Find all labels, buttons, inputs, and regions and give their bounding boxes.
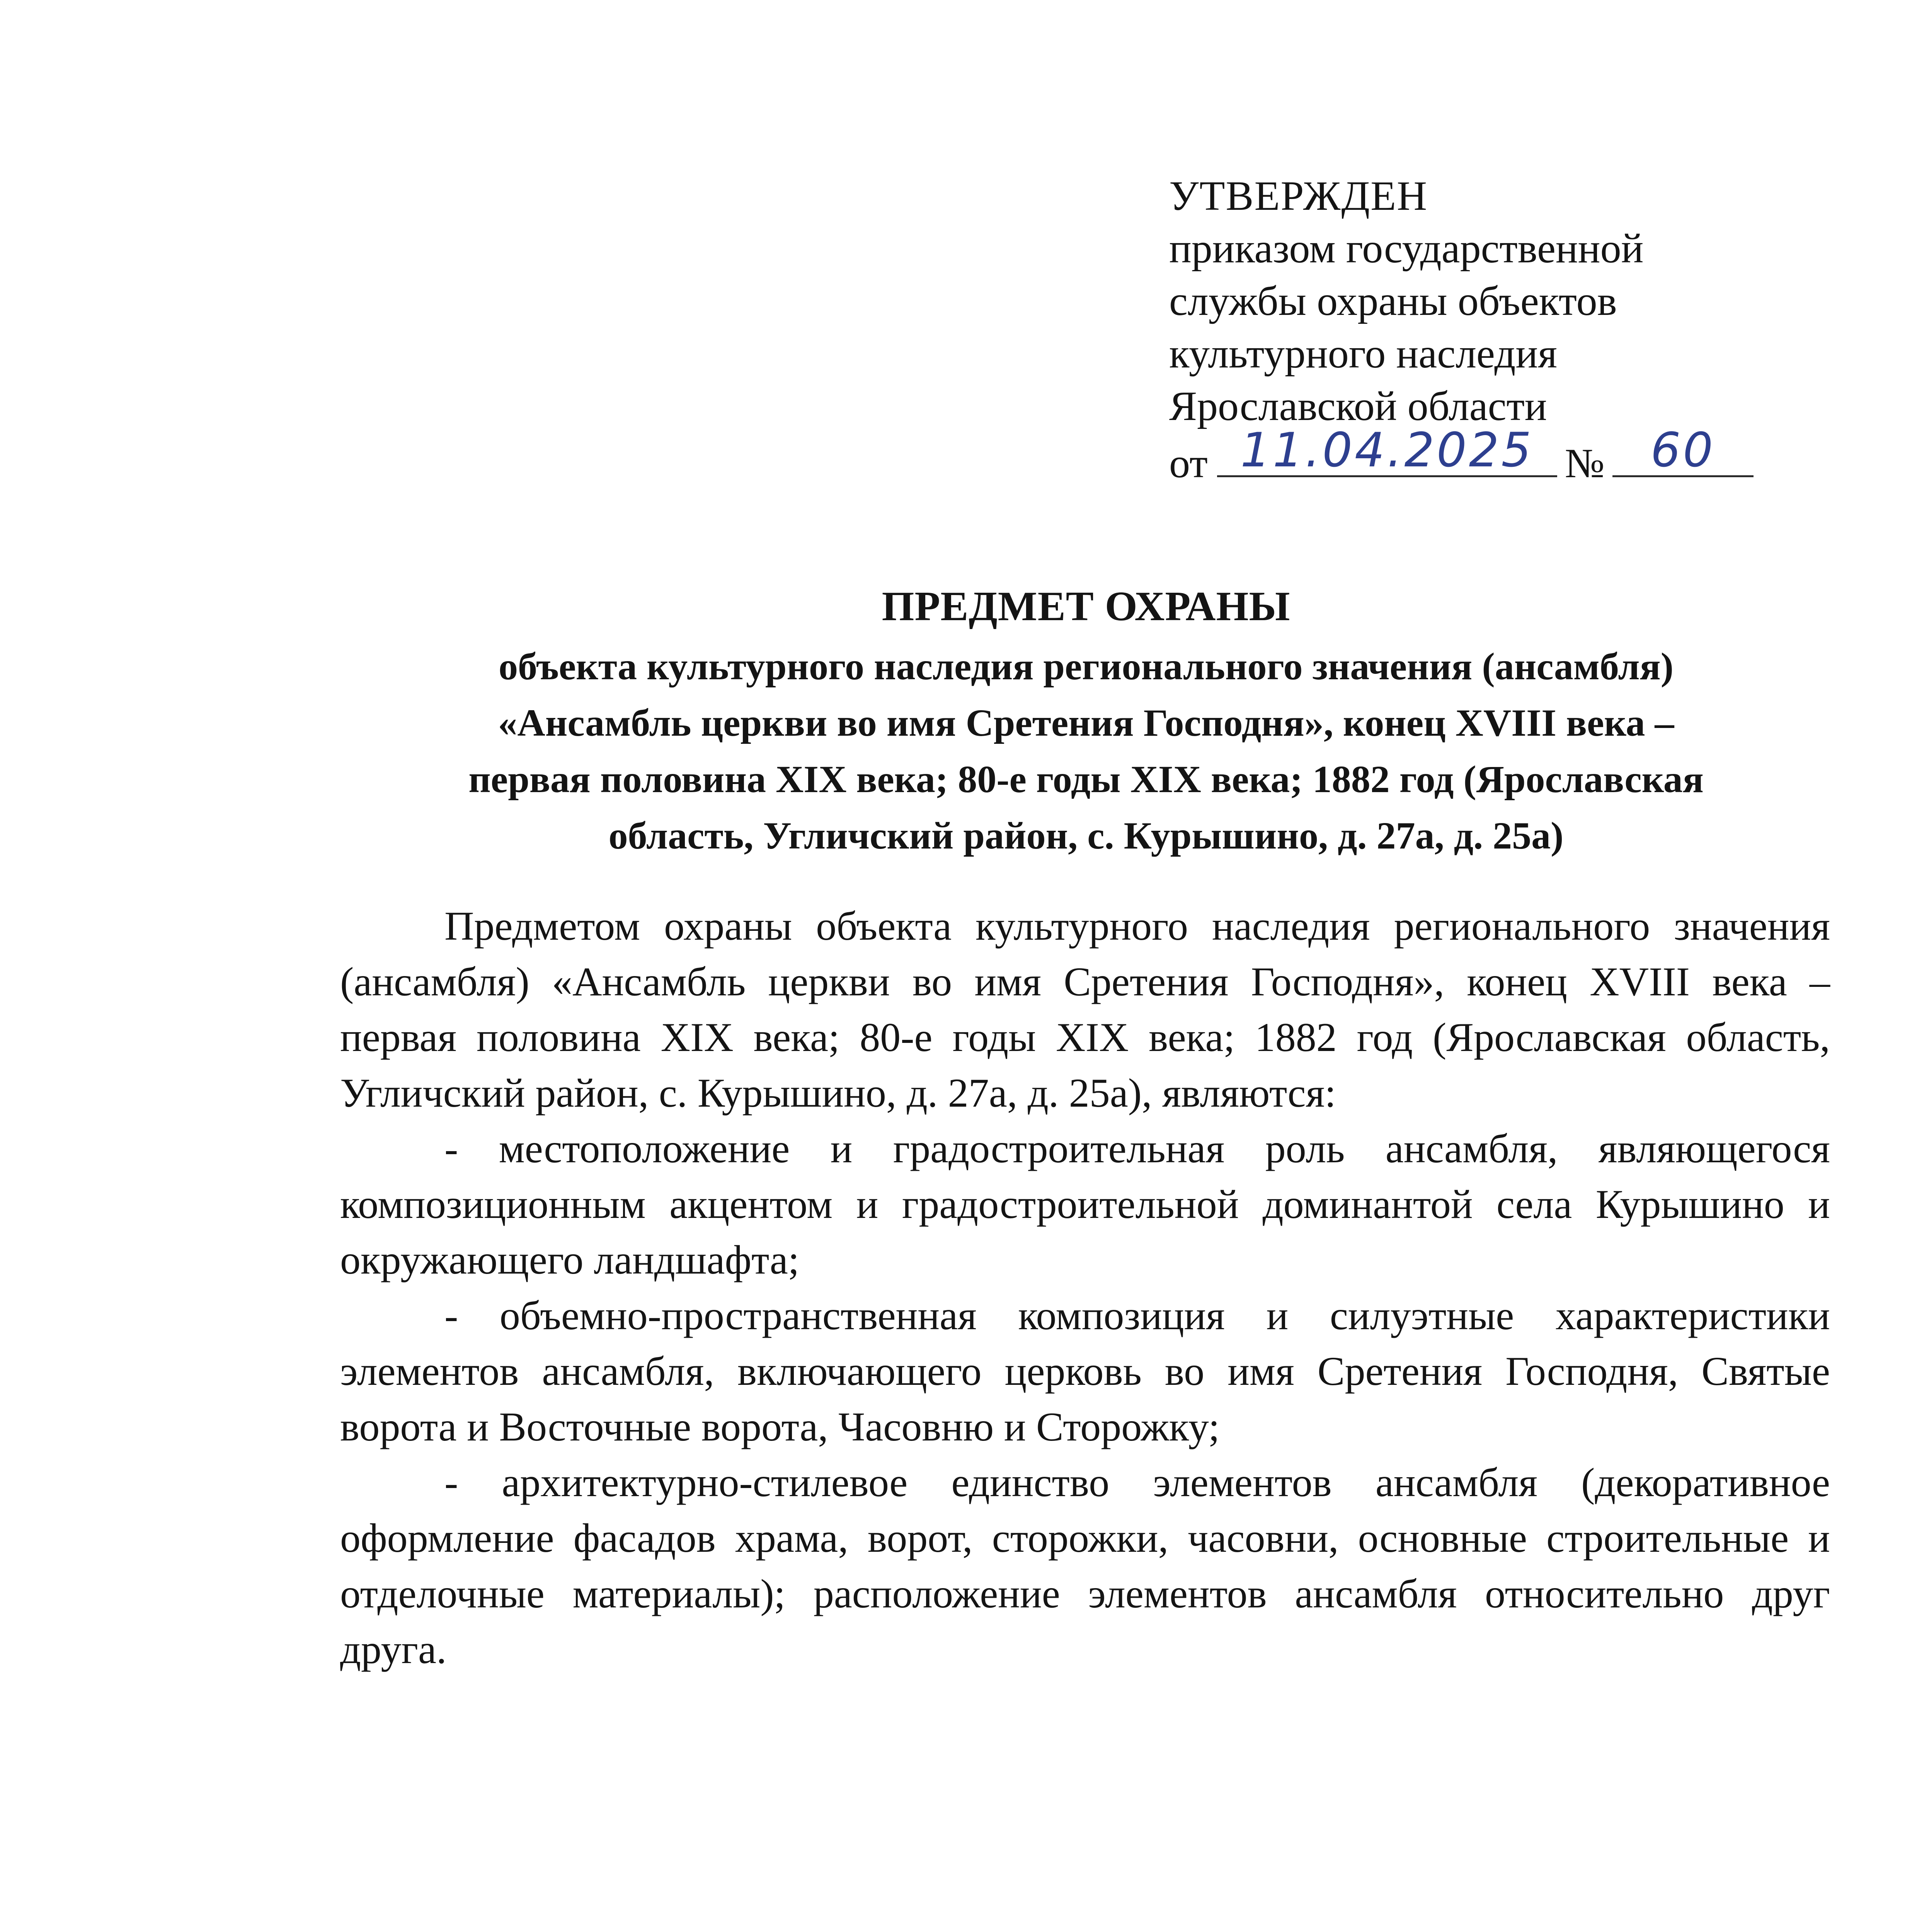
- approval-line-4: Ярославской области: [1169, 383, 1547, 429]
- intro-paragraph: Предметом охраны объекта культурного наследия регионального значения (ансамбля) «Ансамбль церкви во имя Сретения Господня», конец XVIII века – первая половина XIX века; 80-е годы XIX века; 1882 год (Ярославская область, Угличский район, с. Курышино, д. 27а, д. 25а), являются:: [340, 903, 1830, 1116]
- order-number-handwritten: 60: [1650, 423, 1715, 478]
- order-date-field: [1217, 423, 1557, 478]
- list-item-composition: - объемно-пространственная композиция и силуэтные характеристики элементов ансамбля, включающего церковь во имя Сретения Господня, Святые ворота и Восточные ворота, Часовню и Сторожку;: [340, 1293, 1830, 1449]
- document-title: ПРЕДМЕТ ОХРАНЫ: [882, 583, 1290, 629]
- approval-line-3: культурного наследия: [1169, 331, 1557, 377]
- number-sign: №: [1565, 440, 1605, 486]
- heading-line-2: «Ансамбль церкви во имя Сретения Господня», конец XVIII века –: [498, 701, 1674, 744]
- document-body: [340, 898, 1830, 1677]
- approval-line-1: приказом государственной: [1169, 226, 1644, 272]
- approval-line-2: службы охраны объектов: [1169, 278, 1617, 324]
- list-item-location: - местоположение и градостроительная роль ансамбля, являющегося композиционным акцентом и градостроительной доминантой села Курышино и окружающего ландшафта;: [340, 1126, 1830, 1282]
- approval-block: [1169, 170, 1826, 490]
- document-heading: [332, 580, 1840, 864]
- heading-line-4: область, Угличский район, с. Курышино, д. 27а, д. 25а): [608, 814, 1564, 857]
- order-date-handwritten: 11.04.2025: [1240, 423, 1534, 478]
- heading-line-3: первая половина XIX века; 80-е годы XIX века; 1882 год (Ярославская: [468, 758, 1704, 801]
- list-item-style: - архитектурно-стилевое единство элементов ансамбля (декоративное оформление фасадов храма, ворот, сторожки, часовни, основные строительные и отделочные материалы); расположение элементов ансамбля относительно друг друга.: [340, 1460, 1830, 1672]
- order-date-row: [1169, 423, 1826, 490]
- approval-title: УТВЕРЖДЕН: [1169, 173, 1428, 219]
- order-number-field: [1612, 423, 1754, 478]
- heading-line-1: объекта культурного наследия регионального значения (ансамбля): [498, 645, 1674, 688]
- date-prefix: от: [1169, 440, 1208, 486]
